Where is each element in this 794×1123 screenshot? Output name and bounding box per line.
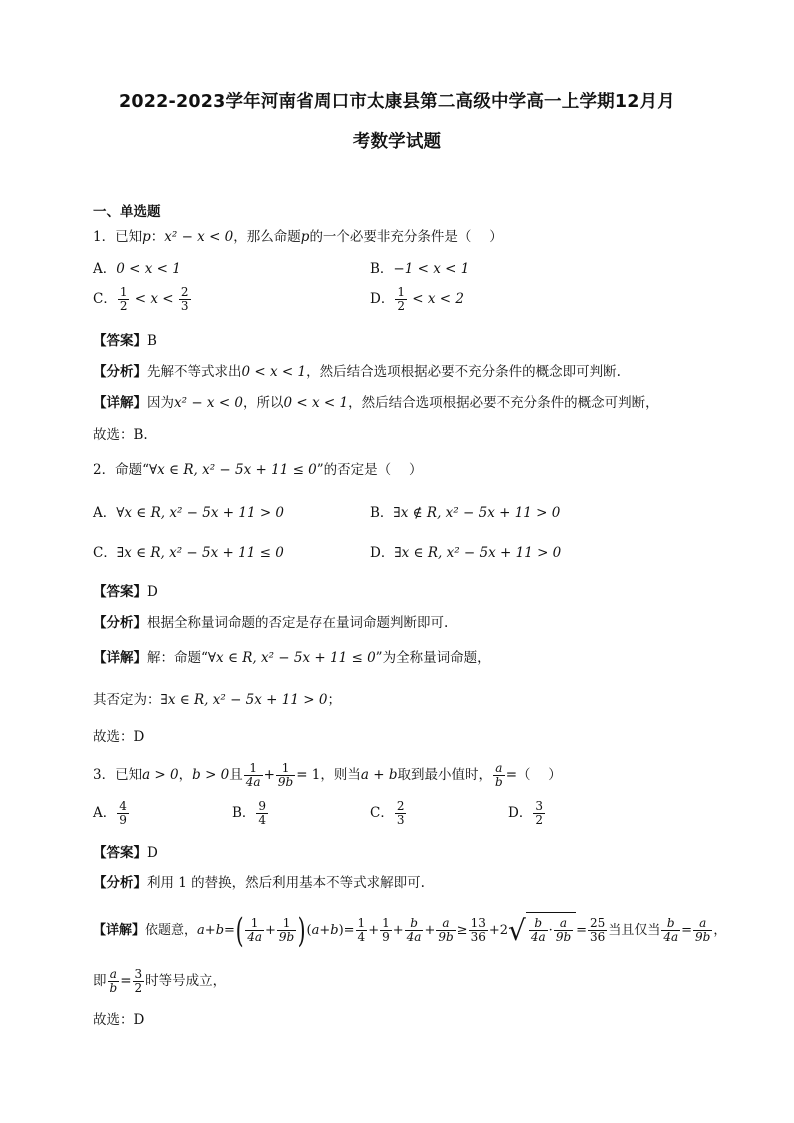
fraction: $\frac{1}{4a}$ xyxy=(245,761,261,789)
question-2-answer: 【答案】D xyxy=(93,584,158,600)
question-3-option-c: C． $\frac{2}{3}$ xyxy=(370,799,405,827)
question-1-analysis: 【分析】先解不等式求出0 < x < 1，然后结合选项根据必要不充分条件的概念即可判断. xyxy=(93,364,621,380)
question-3-stem: 3．已知a > 0，b > 0且 $\frac{1}{4a}$ + $\frac{1}{9b}$ = 1，则当a + b取到最小值时， $\frac{a}{b}$ =（ ） xyxy=(93,761,562,789)
fraction: $\frac{1}{9b}$ xyxy=(277,761,294,789)
question-2-negation: 其否定为：∃x ∈ R, x² − 5x + 11 > 0； xyxy=(93,692,341,708)
question-1-option-d: D． $\frac{1}{2}$ < x < 2 xyxy=(370,285,464,313)
document-title-line-1: 2022-2023学年河南省周口市太康县第二高级中学高一上学期12月月 xyxy=(118,92,676,112)
question-1-option-b: B．−1 < x < 1 xyxy=(370,261,470,277)
question-2-option-a: A．∀x ∈ R, x² − 5x + 11 > 0 xyxy=(93,505,285,521)
question-number: 3． xyxy=(93,767,116,783)
question-2-detail: 【详解】解：命题“∀x ∈ R, x² − 5x + 11 ≤ 0”为全称量词命题， xyxy=(93,650,491,666)
fraction: $\frac{3}{2}$ xyxy=(535,799,543,827)
question-3-choose: 故选：D xyxy=(93,1012,145,1028)
question-3-detail: 【详解】依题意，a+b=( $\frac{1}{4a}$ + $\frac{1}{9b}$ )(a+b)= $\frac{1}{4}$ + $\frac{1}{9}$ + $\frac{b}{4a}$ + $\frac{a}{9b}$ ≥ $\frac{13}{36}$ +2√ $\frac{b}{4a}$ · $\frac{a}{9b}$ = $\frac{25}{36}$ 当且仅当 $\frac{b}{4a}$ = $\frac{a}{9b}$ ， xyxy=(93,910,727,951)
fraction: $\frac{1}{2}$ xyxy=(397,285,405,313)
document-title-line-2: 考数学试题 xyxy=(352,132,442,152)
fraction: $\frac{2}{3}$ xyxy=(180,285,189,313)
question-1-stem: 1．已知p：x² − x < 0，那么命题p的一个必要非充分条件是（ ） xyxy=(93,229,503,245)
fraction: $\frac{1}{2}$ xyxy=(119,285,128,313)
question-1-option-a: A．0 < x < 1 xyxy=(93,261,181,277)
question-3-answer: 【答案】D xyxy=(93,845,158,861)
question-2-analysis: 【分析】根据全称量词命题的否定是存在量词命题判断即可. xyxy=(93,615,449,631)
question-1-choose: 故选：B. xyxy=(93,427,148,443)
square-root: √ $\frac{b}{4a}$ · $\frac{a}{9b}$ xyxy=(508,912,576,949)
question-3-option-d: D． $\frac{3}{2}$ xyxy=(508,799,543,827)
question-2-option-d: D．∃x ∈ R, x² − 5x + 11 > 0 xyxy=(370,545,562,561)
question-number: 2． xyxy=(93,462,116,478)
question-2-option-b: B．∃x ∉ R, x² − 5x + 11 > 0 xyxy=(370,505,561,521)
fraction: $\frac{2}{3}$ xyxy=(396,799,405,827)
question-number: 1． xyxy=(93,229,116,245)
question-2-option-c: C．∃x ∈ R, x² − 5x + 11 ≤ 0 xyxy=(93,545,284,561)
section-heading: 一、单选题 xyxy=(93,204,161,220)
question-1-option-c: C． $\frac{1}{2}$ < x < $\frac{2}{3}$ xyxy=(93,285,189,313)
question-1-answer: 【答案】B xyxy=(93,333,157,349)
question-3-analysis: 【分析】利用 1 的替换，然后利用基本不等式求解即可. xyxy=(93,875,425,891)
question-3-option-b: B． $\frac{9}{4}$ xyxy=(232,799,267,827)
fraction: $\frac{a}{b}$ xyxy=(495,761,503,789)
question-1-detail: 【详解】因为x² − x < 0，所以0 < x < 1，然后结合选项根据必要不充分条件的概念可判断， xyxy=(93,395,659,411)
fraction: $\frac{9}{4}$ xyxy=(258,799,267,827)
question-3-option-a: A． $\frac{4}{9}$ xyxy=(93,799,127,827)
question-3-equality: 即 $\frac{a}{b}$ = $\frac{3}{2}$ 时等号成立， xyxy=(93,967,227,995)
fraction: $\frac{4}{9}$ xyxy=(119,799,127,827)
question-2-choose: 故选：D xyxy=(93,729,145,745)
question-2-stem: 2．命题“∀x ∈ R, x² − 5x + 11 ≤ 0”的否定是（ ） xyxy=(93,462,423,478)
